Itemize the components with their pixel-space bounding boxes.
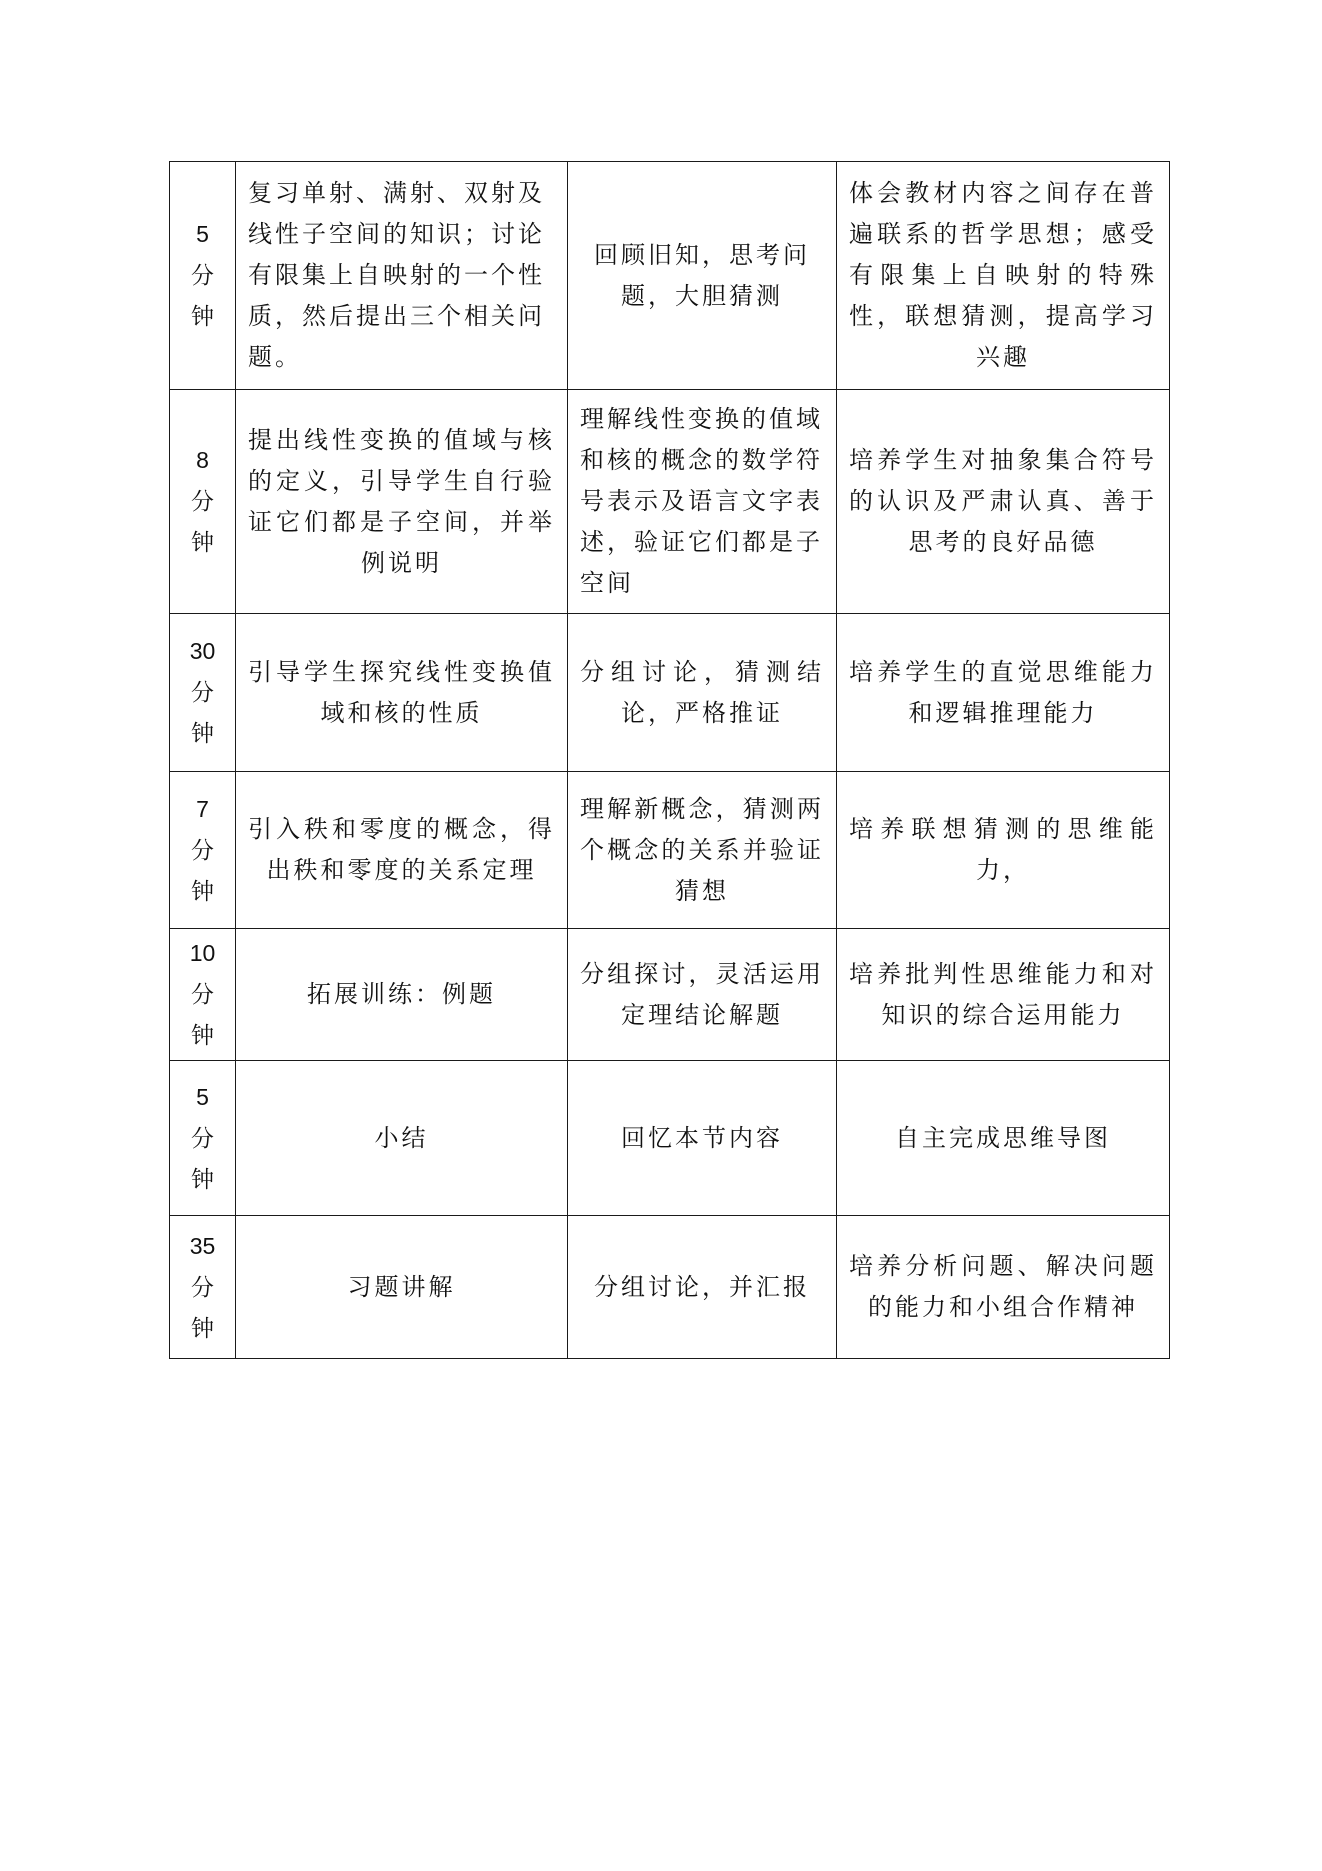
design-intent-cell: 培养学生的直觉思维能力和逻辑推理能力	[837, 614, 1170, 772]
student-activity-cell: 回忆本节内容	[568, 1061, 837, 1216]
teacher-activity-cell: 引导学生探究线性变换值域和核的性质	[236, 614, 568, 772]
table-row	[170, 614, 1170, 772]
student-activity-cell: 理解线性变换的值域和核的概念的数学符号表示及语言文字表述，验证它们都是子空间	[568, 390, 837, 614]
design-intent-cell: 体会教材内容之间存在普遍联系的哲学思想；感受有限集上自映射的特殊性，联想猜测，提高学习兴趣	[837, 162, 1170, 390]
teacher-activity-cell: 引入秩和零度的概念，得出秩和零度的关系定理	[236, 772, 568, 929]
table-row	[170, 1216, 1170, 1359]
teacher-activity-cell: 复习单射、满射、双射及线性子空间的知识；讨论有限集上自映射的一个性质，然后提出三个相关问题。	[236, 162, 568, 390]
time-cell: 10 分 钟	[170, 929, 236, 1061]
table-row	[170, 929, 1170, 1061]
design-intent-cell: 自主完成思维导图	[837, 1061, 1170, 1216]
time-cell: 5 分 钟	[170, 1061, 236, 1216]
time-cell: 7 分 钟	[170, 772, 236, 929]
design-intent-cell: 培养批判性思维能力和对知识的综合运用能力	[837, 929, 1170, 1061]
time-cell: 5 分 钟	[170, 162, 236, 390]
table-row	[170, 390, 1170, 614]
student-activity-cell: 理解新概念，猜测两个概念的关系并验证猜想	[568, 772, 837, 929]
time-cell: 8 分 钟	[170, 390, 236, 614]
table-row	[170, 772, 1170, 929]
time-cell: 35 分 钟	[170, 1216, 236, 1359]
student-activity-cell: 分组讨论，并汇报	[568, 1216, 837, 1359]
student-activity-cell: 分组探讨，灵活运用定理结论解题	[568, 929, 837, 1061]
teacher-activity-cell: 拓展训练：例题	[236, 929, 568, 1061]
time-cell: 30 分 钟	[170, 614, 236, 772]
design-intent-cell: 培养分析问题、解决问题的能力和小组合作精神	[837, 1216, 1170, 1359]
teacher-activity-cell: 小结	[236, 1061, 568, 1216]
lesson-plan-table	[169, 161, 1170, 1359]
student-activity-cell: 分组讨论，猜测结论，严格推证	[568, 614, 837, 772]
design-intent-cell: 培养学生对抽象集合符号的认识及严肃认真、善于思考的良好品德	[837, 390, 1170, 614]
table-row	[170, 1061, 1170, 1216]
teacher-activity-cell: 习题讲解	[236, 1216, 568, 1359]
teacher-activity-cell: 提出线性变换的值域与核的定义，引导学生自行验证它们都是子空间，并举例说明	[236, 390, 568, 614]
design-intent-cell: 培养联想猜测的思维能力，	[837, 772, 1170, 929]
student-activity-cell: 回顾旧知，思考问题，大胆猜测	[568, 162, 837, 390]
table-row	[170, 162, 1170, 390]
